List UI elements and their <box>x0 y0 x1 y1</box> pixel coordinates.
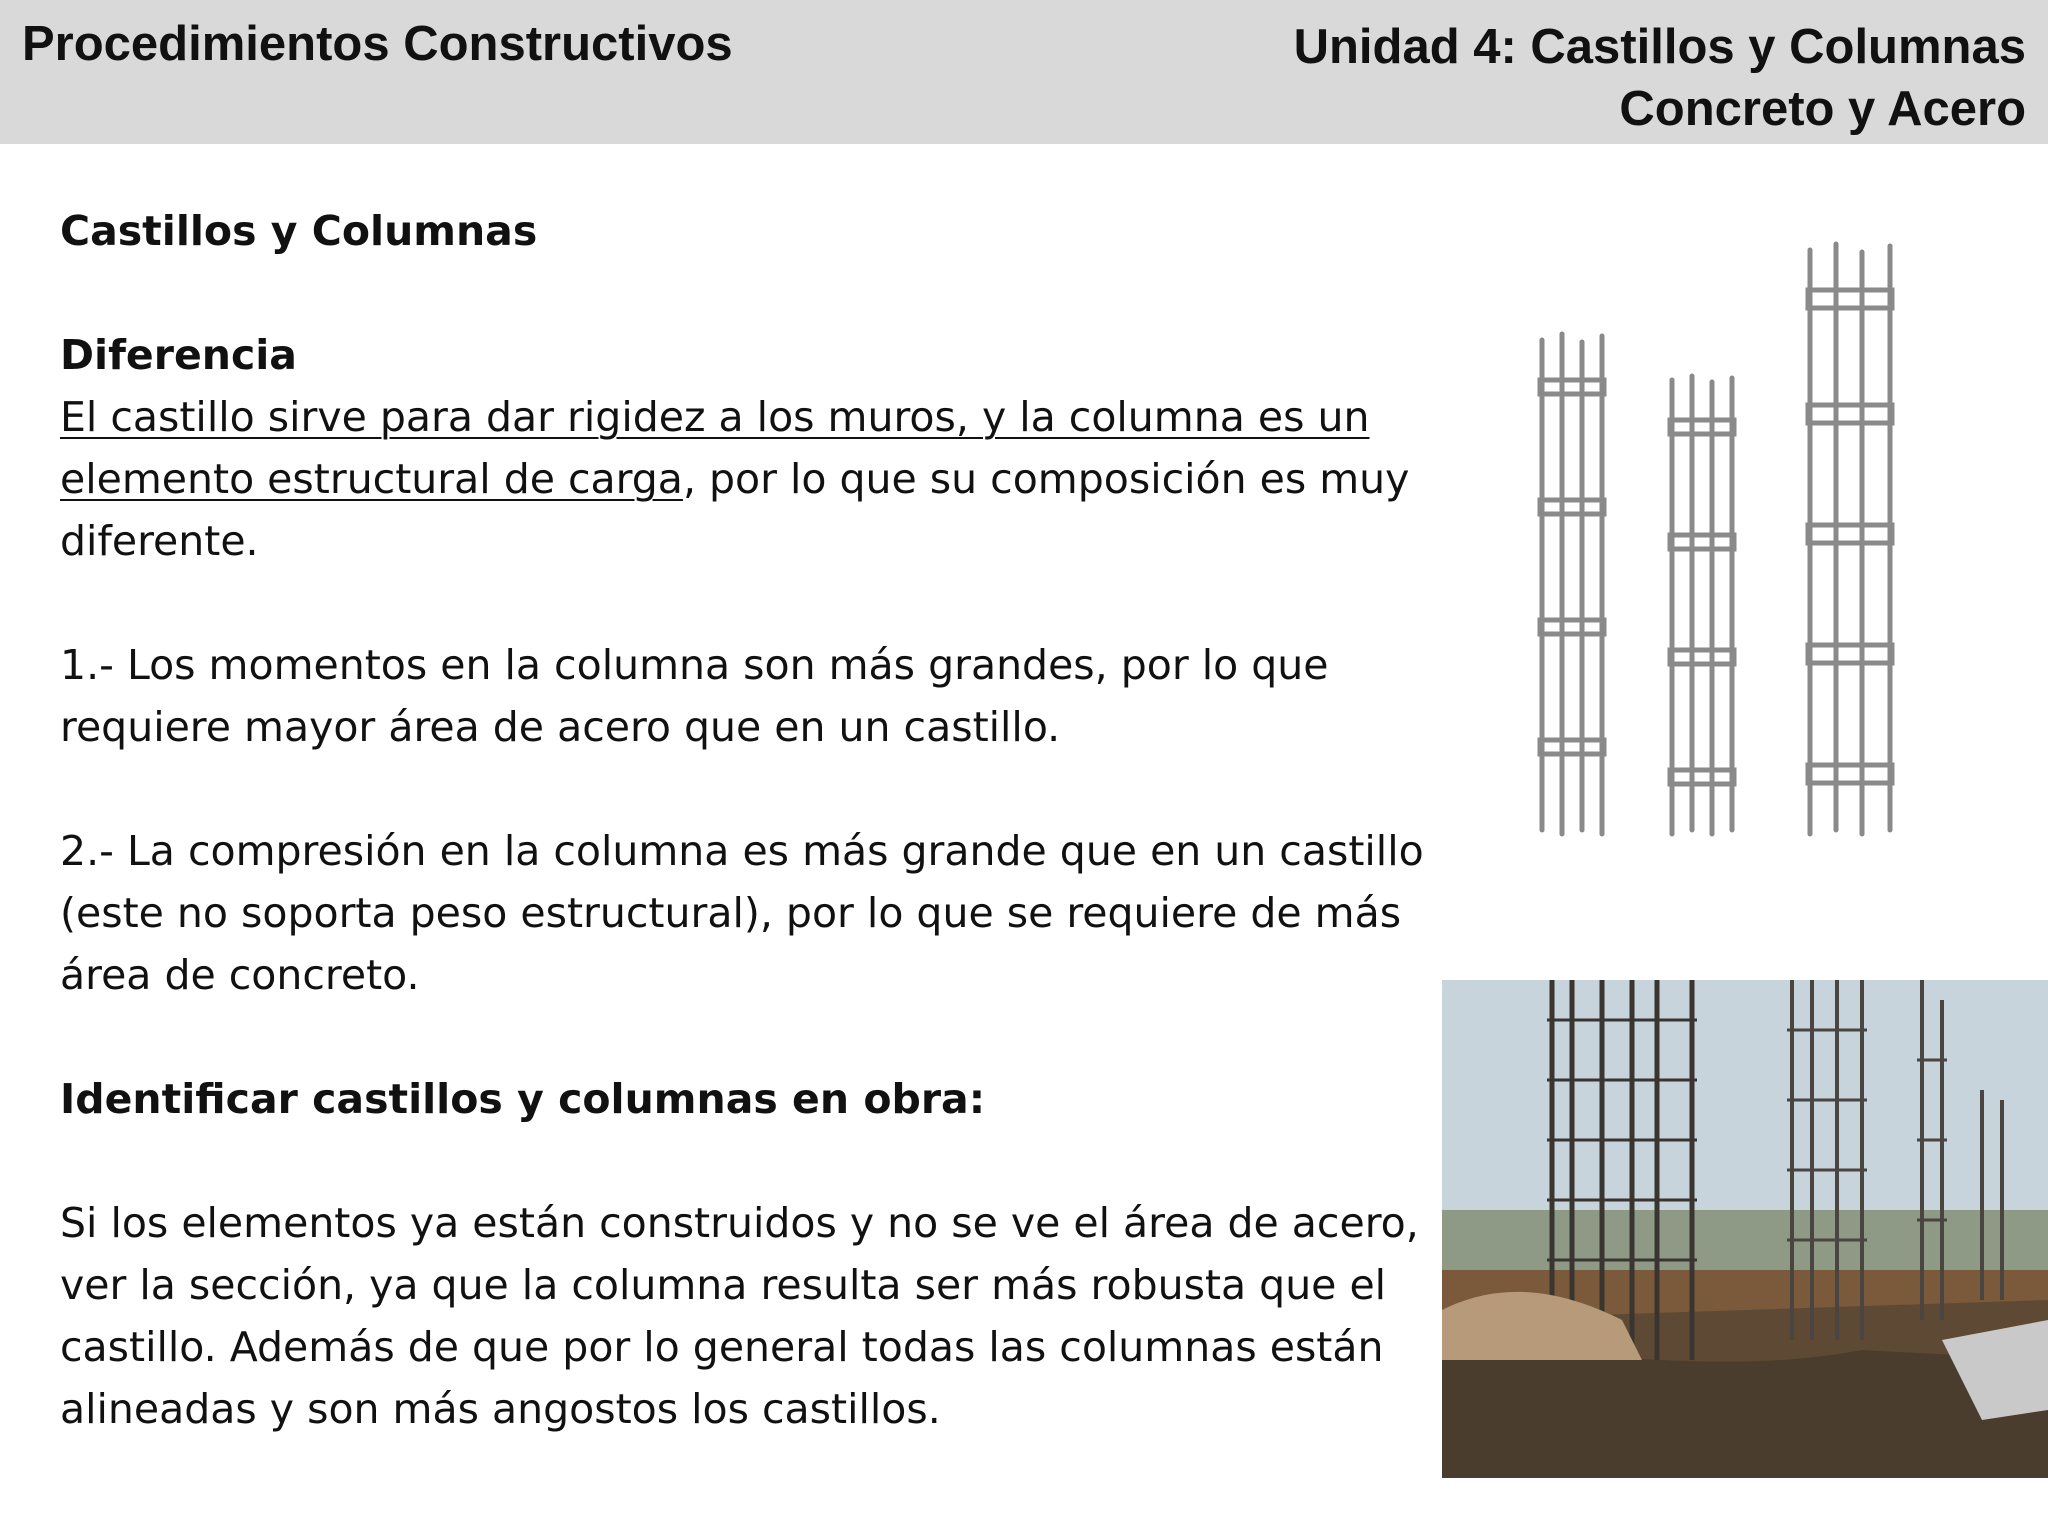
course-title: Procedimientos Constructivos <box>22 17 733 71</box>
rebar-cages-illustration <box>1500 230 1980 850</box>
difference-underlined-text: El castillo sirve para dar rigidez a los muros, y la columna es un elemento estructural de carga <box>60 393 1370 503</box>
unit-title-block <box>1294 16 2026 140</box>
section-title: Castillos y Columnas <box>60 207 538 255</box>
identify-heading: Identificar castillos y columnas en obra: <box>60 1075 986 1123</box>
unit-subtitle: Concreto y Acero <box>1619 82 2026 136</box>
difference-paragraph <box>60 386 1450 572</box>
point-2: 2.- La compresión en la columna es más grande que en un castillo (este no soporta peso estructural), por lo que se requiere de más área de concreto. <box>60 827 1424 999</box>
identify-paragraph: Si los elementos ya están construidos y no se ve el área de acero, ver la sección, ya que la columna resulta ser más robusta que el castillo. Además de que por lo general todas las columnas están alineadas y son más angostos los castillos. <box>60 1199 1419 1433</box>
slide-header <box>0 0 2048 144</box>
difference-heading: Diferencia <box>60 331 297 379</box>
difference-rest-text: , por lo que su composición es muy diferente. <box>60 455 1410 565</box>
construction-site-photo <box>1442 980 2048 1478</box>
unit-title: Unidad 4: Castillos y Columnas <box>1293 20 2026 74</box>
point-1: 1.- Los momentos en la columna son más grandes, por lo que requiere mayor área de acero que en un castillo. <box>60 641 1329 751</box>
slide-content <box>60 200 1450 1440</box>
